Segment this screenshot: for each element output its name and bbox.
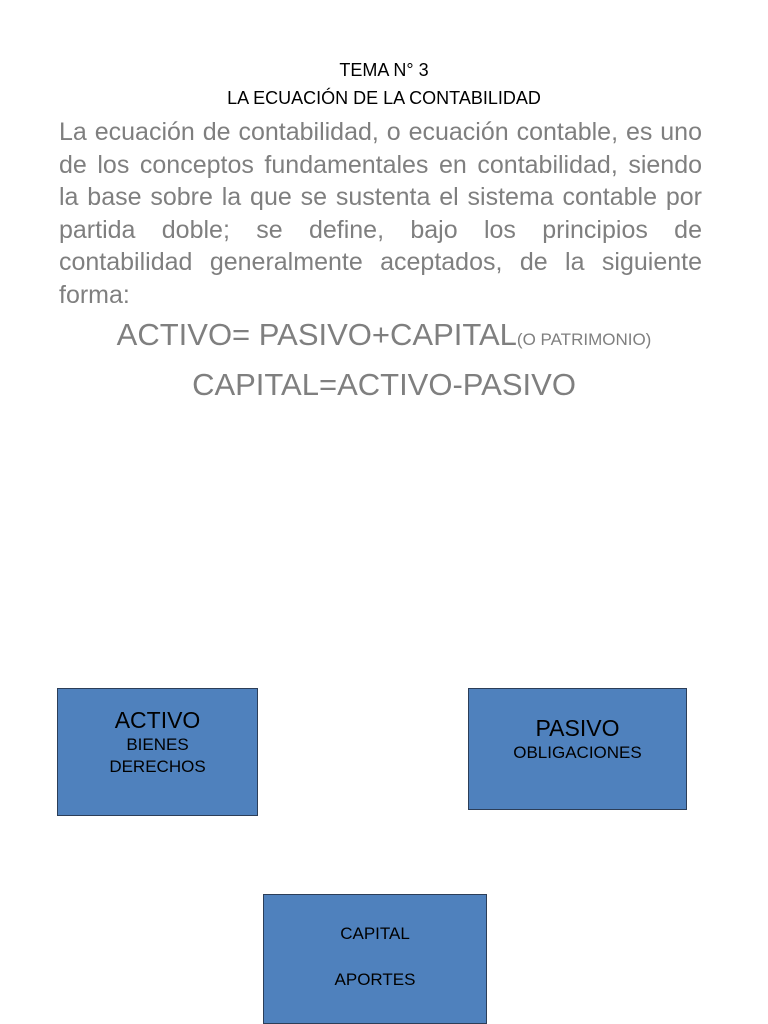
- activo-box: [57, 688, 258, 816]
- capital-title: CAPITAL: [340, 924, 410, 943]
- capital-box: [263, 894, 487, 1024]
- capital-spacer: [264, 945, 486, 969]
- pasivo-title: PASIVO: [535, 715, 620, 741]
- equation-main: ACTIVO= PASIVO+CAPITAL: [116, 317, 517, 352]
- activo-line-derechos: DERECHOS: [109, 757, 206, 776]
- activo-title: ACTIVO: [114, 707, 201, 733]
- capital-line-aportes: APORTES: [334, 970, 416, 989]
- page-title: LA ECUACIÓN DE LA CONTABILIDAD: [227, 88, 541, 108]
- pasivo-box: [468, 688, 687, 810]
- equation-note: (O PATRIMONIO): [516, 330, 652, 349]
- accounting-equation: [0, 315, 768, 360]
- topic-number: TEMA N° 3: [339, 60, 429, 80]
- pasivo-line-obligaciones: OBLIGACIONES: [513, 743, 642, 762]
- intro-paragraph: La ecuación de contabilidad, o ecuación contable, es uno de los conceptos fundamentales en contabilidad, siendo la base sobre la que se sustenta el sistema contable por partida doble; se define, bajo los principios de contabilidad generalmente aceptados, de la siguiente forma:: [59, 118, 702, 309]
- activo-line-bienes: BIENES: [126, 735, 189, 754]
- capital-equation: CAPITAL=ACTIVO-PASIVO: [192, 367, 576, 402]
